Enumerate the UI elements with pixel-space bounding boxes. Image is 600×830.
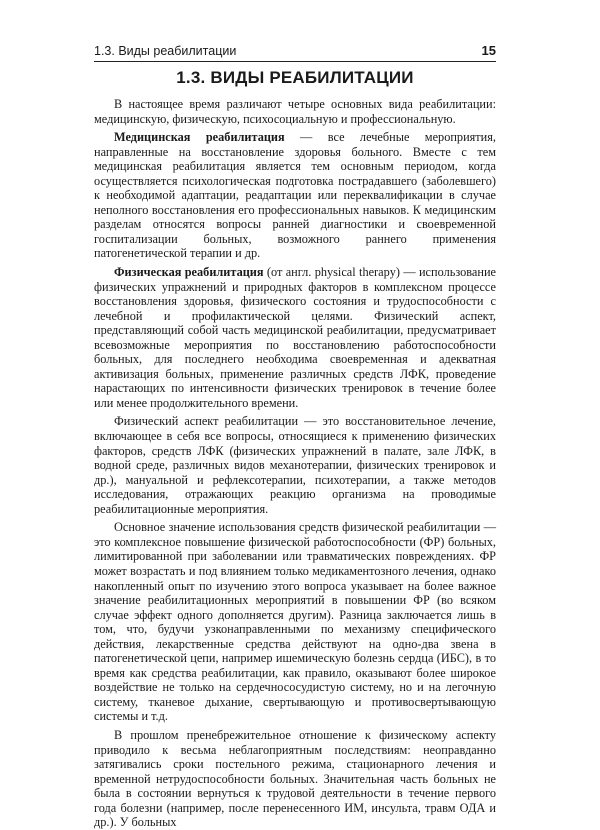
page-number: 15 [481,43,496,58]
body-text [94,97,496,830]
paragraph-text: Физический аспект реабилитации — это восстановительное лечение, включающее в себя все вопросы, относящиеся к применению физических факторов, средств ЛФК (физических упражнений в палате, зале ЛФК, в водной среде, различных видов механотерапии, физических тренировок и др.), мануальной и рефлексотерапии, психотерапии, а также методов исследования, отражающих реакцию организма на проводимые реабилитационные мероприятия. [94,414,496,516]
term-medical-rehabilitation: Медицинская реабилитация [114,130,285,145]
paragraph-text: В прошлом пренебрежительное отношение к физическому аспекту приводило к весьма неблагоприятным последствиям: неоправданно затягивались сроки постельного режима, стационарного лечения и временной нетрудоспособности больных. Значительная часть больных не была в состоянии вернуться к трудовой деятельности в течение первого года болезни (например, после перенесенного ИМ, инсульта, травм ОДА и др.). У больных [94,727,496,830]
paragraph-text: Основное значение использования средств физической реабилитации — это комплексное повышение физической работоспособности (ФР) больных, лимитированной при заболевании или травматических повреждениях. ФР может возрастать и под влиянием только медикаментозного лечения, однако накопленный опыт по изучению этого вопроса указывает на более важное значение реабилитационных мероприятий в повышении ФР (во всяком случае эффект одного дополняется другим). Разница заключается лишь в том, что, будучи узконаправленными по механизму специфического действия, лекарственные средства действуют на одно-два звена в патогенетической цепи, например ишемическую болезнь сердца (ИБС), в то время как средства реабилитации, как правило, оказывают более широкое воздействие не только на сердечнососудистую систему, но и на легочную систему, тканевое дыхание, свертывающую и противосвертывающую системы и т.д. [94,520,496,724]
paragraph-text: В настоящее время различают четыре основных вида реабилитации: медицинскую, физическую, психосоциальную и профессиональную. [94,97,496,126]
paragraph-past-neglect [94,728,496,830]
term-physical-rehabilitation: Физическая реабилитация [114,265,264,280]
paragraph-main-significance [94,520,496,724]
paragraph-text: (от англ. physical therapy) — использование физических упражнений и природных факторов в комплексном процессе восстановления здоровья, физического состояния и трудоспособности с лечебной и профилактической целями. Физический аспект, представляющий собой часть медицинской реабилитации, предусматривает всевозможные мероприятия по восстановлению работоспособности больных, для последнего необходима своевременная и адекватная активизация больных, применение различных средств ЛФК, проведение нарастающих по интенсивности физических тренировок в течение более или менее продолжительного времени. [94,265,496,410]
section-title: 1.3. ВИДЫ РЕАБИЛИТАЦИИ [176,68,414,87]
paragraph-physical-rehabilitation [94,265,496,410]
paragraph-medical-rehabilitation [94,130,496,261]
paragraph-intro [94,97,496,126]
paragraph-text: — все лечебные мероприятия, направленные на восстановление здоровья больного. Вместе с тем медицинская реабилитация является тем основным периодом, когда осуществляется психологическая подготовка пострадавшего (заболевшего) к необходимой адаптации, реадаптации или переквалификации в случае неполного восстановления его профессиональных навыков. К медицинским разделам относятся вопросы ранней диагностики и своевременной госпитализации больных, возможного раннего применения патогенетической терапии и др. [94,130,496,261]
paragraph-physical-aspect [94,414,496,516]
running-header [94,43,496,62]
running-header-section: 1.3. Виды реабилитации [94,44,237,58]
